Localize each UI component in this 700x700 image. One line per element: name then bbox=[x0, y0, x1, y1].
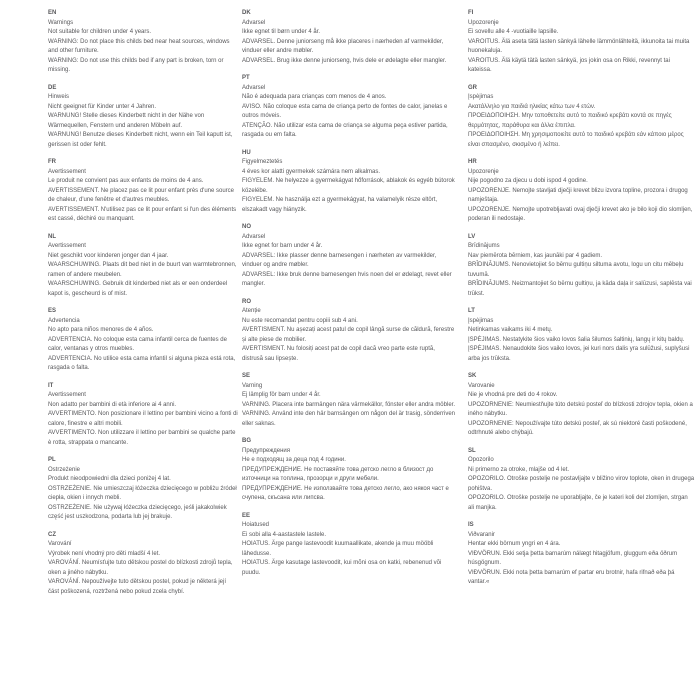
warning-line: OSTRZEŻENIE. Nie używaj łóżeczka dziecięcego, jeśli jakakolwiek część jest uszkodzona, podarta lub jej brakuje. bbox=[48, 504, 227, 520]
language-section-hr bbox=[468, 158, 695, 225]
warning-line: AVVERTIMENTO. Non utilizzare il lettino per bambini se qualche parte è rotta, strappata o mancante. bbox=[48, 430, 236, 446]
warning-line: Nav piemērota bērniem, kas jaunāki par 4 gadiem. bbox=[468, 252, 603, 259]
warning-line: VIÐVÖRUN. Ekki nota þetta barnarúm ef partar eru brotnir, hafa rifnað eða þá vantar.« bbox=[468, 569, 675, 585]
warning-line: 4 éves kor alatti gyermekek számára nem alkalmas. bbox=[242, 168, 381, 175]
warning-line: FIGYELEM. Ne használja ezt a gyermekágyat, ha valamelyik része eltört, elszakadt vagy hiányzik. bbox=[242, 197, 438, 213]
warning-line: WAARSCHUWING. Plaats dit bed niet in de buurt van warmtebronnen, ramen of andere meubelen. bbox=[48, 262, 237, 278]
warning-line: OPOZORILO. Otroške postelje ne uporabljajte, če je kateri koli del zlomljen, strgan ali manjka. bbox=[468, 495, 688, 511]
section-title: Avertissement bbox=[48, 392, 86, 398]
warning-line: VAROITUS. Älä aseta tätä lasten sänkyä lähelle lämmönlähteitä, ikkunoita tai muita huonekaluja. bbox=[468, 38, 690, 54]
language-code: IS bbox=[468, 522, 474, 528]
section-title: Advarsel bbox=[242, 233, 266, 240]
warning-line: Nu este recomandat pentru copiii sub 4 ani. bbox=[242, 317, 358, 324]
language-section-gr bbox=[468, 84, 695, 151]
warning-line: Hentar ekki börnum yngri en 4 ára. bbox=[468, 541, 561, 547]
language-section-sl bbox=[468, 447, 695, 514]
section-title: Įspėjimas bbox=[468, 94, 494, 100]
warning-line: Не е подходящ за деца под 4 години. bbox=[242, 457, 346, 463]
language-code: GR bbox=[468, 84, 477, 91]
language-section-pl bbox=[48, 456, 238, 523]
warning-line: Ακατάλληλο για παιδιά ηλικίας κάτω των 4 ετών. bbox=[468, 103, 596, 110]
language-section-cz bbox=[48, 531, 238, 598]
language-section-it bbox=[48, 382, 238, 449]
language-section-lv bbox=[468, 233, 695, 300]
warning-line: ADVERTENCIA. No coloque esta cama infantil cerca de fuentes de calor, ventanas y otros muebles. bbox=[48, 336, 227, 352]
language-section-nl bbox=[48, 233, 238, 300]
warning-line: ADVARSEL. Denne juniorseng må ikke placeres i nærheden af varmekilder, vinduer eller andre møbler. bbox=[242, 38, 444, 54]
language-code: HR bbox=[468, 159, 477, 165]
warning-line: FIGYELEM. Ne helyezze a gyermekágyat hőforrások, ablakok és egyéb bútorok közelébe. bbox=[242, 178, 455, 194]
warning-line: Não é adequada para crianças com menos de 4 anos. bbox=[242, 94, 387, 100]
language-section-en bbox=[48, 9, 238, 76]
section-title: Varning bbox=[242, 382, 263, 389]
section-title: Varovanie bbox=[468, 382, 495, 389]
warning-line: VAROITUS. Älä käytä tätä lasten sänkyä, jos jokin osa on Rikki, revennyt tai kateissa. bbox=[468, 57, 670, 73]
language-code: PT bbox=[242, 75, 250, 81]
language-section-ee bbox=[242, 512, 456, 579]
warning-line: OPOZORILO. Otroške postelje ne postavljajte v bližino virov toplote, oken in drugega pohištva. bbox=[468, 476, 695, 492]
section-title: Brīdinājums bbox=[468, 243, 500, 249]
language-code: CZ bbox=[48, 531, 56, 538]
language-code: ES bbox=[48, 308, 57, 314]
warning-line: ΠΡΟΕΙΔΟΠΟΙΗΣΗ. Μη χρησιμοποιείτε αυτό το παιδικό κρεβάτι εάν κάποιο μέρος είναι σπασμένο, σκισμένο ή λείπει. bbox=[468, 132, 684, 148]
warning-line: Nije pogodno za djecu u dobi ispod 4 godine. bbox=[468, 178, 588, 184]
language-code: DK bbox=[242, 10, 251, 16]
column-middle bbox=[242, 9, 456, 586]
section-title: Advarsel bbox=[242, 19, 266, 26]
language-section-is bbox=[468, 521, 695, 588]
warning-line: Ej lämplig för barn under 4 år. bbox=[242, 392, 321, 398]
warning-line: Niet geschikt voor kinderen jonger dan 4 jaar. bbox=[48, 252, 169, 259]
warning-line: ADVARSEL: Ikke plasser denne barnesengen i nærheten av varmekilder, vinduer og andre møbler. bbox=[242, 252, 437, 268]
warning-line: ПРЕДУПРЕЖДЕНИЕ. Не поставяйте това детско легло в близост до източници на топлина, прозорци и други мебели. bbox=[242, 466, 434, 482]
language-section-ro bbox=[242, 298, 456, 365]
language-code: BG bbox=[242, 438, 251, 444]
language-code: EE bbox=[242, 512, 251, 519]
warning-line: Ikke egnet for barn under 4 år. bbox=[242, 243, 323, 249]
warning-line: AVERTISSEMENT. N'utilisez pas ce lit pour enfant si l'un des éléments est cassé, déchiré ou manquant. bbox=[48, 206, 237, 222]
warning-line: WARNUNG! Stelle dieses Kinderbett nicht in der Nähe von Wärmequellen, Fenstern und anderen Möbeln auf. bbox=[48, 113, 205, 129]
warning-line: ĮSPĖJIMAS. Nestatykite šios vaiko lovos šalia šilumos šaltinių, langų ir kitų baldų. bbox=[468, 336, 685, 343]
language-section-sk bbox=[468, 372, 695, 439]
warning-line: VARNING. Placera inte barmängen nära värmekällor, fönster eller andra möbler. bbox=[242, 401, 455, 408]
warning-line: ĮSPĖJIMAS. Nenaudokite šios vaiko lovos, jei kuri nors dalis yra sulūžusi, suplyšusi arba jos trūksta. bbox=[468, 346, 690, 362]
section-title: Figyelmeztetés bbox=[242, 159, 283, 165]
section-title: Opozorilo bbox=[468, 457, 494, 463]
warning-line: WAARSCHUWING. Gebruik dit kinderbed niet als er een onderdeel kapot is, gescheurd is of mist. bbox=[48, 281, 228, 297]
language-code: SL bbox=[468, 447, 476, 454]
language-code: DE bbox=[48, 84, 57, 91]
section-title: Advertencia bbox=[48, 317, 80, 324]
language-section-es bbox=[48, 307, 238, 374]
language-code: EN bbox=[48, 10, 57, 16]
warning-line: Not suitable for children under 4 years. bbox=[48, 29, 152, 35]
section-title: Hoiatused bbox=[242, 522, 270, 528]
language-section-fr bbox=[48, 158, 238, 225]
warning-line: No apto para niños menores de 4 años. bbox=[48, 327, 154, 333]
warning-line: Netinkamas vaikams iki 4 metų. bbox=[468, 327, 553, 333]
warning-line: Nicht geeignet für Kinder unter 4 Jahren. bbox=[48, 103, 157, 110]
warning-line: VIÐVÖRUN. Ekki setja þetta barnarúm nálægt hitagjöfum, gluggum eða öðrum húsgögnum. bbox=[468, 550, 678, 566]
column-right bbox=[468, 9, 695, 596]
section-title: Avertissement bbox=[48, 243, 86, 249]
language-section-no bbox=[242, 223, 456, 290]
language-code: FI bbox=[468, 10, 474, 16]
section-title: Avertissement bbox=[48, 168, 86, 175]
warning-line: VARNING. Använd inte den här barnsängen om någon del är trasig, sönderriven eller saknas. bbox=[242, 411, 456, 427]
warning-line: UPOZORNENIE: Nepoužívajte túto detskú posteľ, ak sú niektoré časti poškodené, odtrhnuté alebo chýbajú. bbox=[468, 420, 687, 436]
warning-line: Ei sobi alla 4-aastastele lastele. bbox=[242, 531, 327, 538]
warning-line: WARNUNG! Benutze dieses Kinderbett nicht, wenn ein Teil kaputt ist, gerissen ist oder fehlt. bbox=[48, 132, 233, 148]
language-code: IT bbox=[48, 382, 54, 389]
section-title: Viðvaranir bbox=[468, 531, 495, 538]
warning-line: Ei sovellu alle 4 -vuotiaille lapsille. bbox=[468, 29, 559, 35]
warning-line: ADVARSEL. Brug ikke denne juniorseng, hvis dele er ødelagte eller mangler. bbox=[242, 57, 447, 64]
language-section-dk bbox=[242, 9, 456, 66]
language-code: SE bbox=[242, 373, 251, 379]
language-section-fi bbox=[468, 9, 695, 76]
warning-line: AVERTISMENT. Nu așezați acest patul de copil lângă surse de căldură, ferestre și alte piese de mobilier. bbox=[242, 327, 455, 343]
section-title: Ostrzeżenie bbox=[48, 466, 81, 473]
section-title: Atenție bbox=[242, 308, 261, 314]
column-left bbox=[48, 9, 238, 605]
warning-line: Ikke egnet til børn under 4 år. bbox=[242, 29, 321, 35]
warning-line: ADVARSEL: Ikke bruk denne barnesengen hvis noen del er ødelagt, revet eller mangler. bbox=[242, 271, 452, 287]
warning-line: ATENÇÃO. Não utilizar esta cama de criança se alguma peça estiver partida, rasgada ou em falta. bbox=[242, 122, 448, 138]
section-title: Предупреждения bbox=[242, 447, 290, 454]
language-code: PL bbox=[48, 457, 56, 463]
warning-line: WARNING: Do not place this childs bed near heat sources, windows and other furniture. bbox=[48, 38, 230, 54]
language-section-hu bbox=[242, 149, 456, 216]
section-title: Upozorenje bbox=[468, 168, 499, 175]
warning-line: OSTRZEŻENIE. Nie umieszczaj łóżeczka dziecięcego w pobliżu źródeł ciepła, okien i innych mebli. bbox=[48, 485, 237, 501]
language-section-se bbox=[242, 372, 456, 429]
warning-line: BRĪDINĀJUMS. Neizmantojiet šo bērnu gultiņu, ja kāda daļa ir salūzusi, saplēsta vai trūkst. bbox=[468, 281, 692, 297]
language-code: HU bbox=[242, 149, 251, 156]
warning-line: Výrobek není vhodný pro děti mladší 4 let. bbox=[48, 550, 161, 557]
language-code: LV bbox=[468, 233, 476, 240]
warning-line: AVERTISSEMENT. Ne placez pas ce lit pour enfant près d'une source de chaleur, d'une fenêtre et d'autres meubles. bbox=[48, 187, 235, 203]
warning-line: HOIATUS. Ärge kasutage lastevoodit, kui mõni osa on katki, rebenenud või puudu. bbox=[242, 560, 442, 576]
warning-line: ПРЕДУПРЕЖДЕНИЕ. Не използвайте това детско легло, ако някоя част е счупена, скъсана или липсва. bbox=[242, 485, 449, 501]
warning-line: HOIATUS. Ärge pange lastevoodit kuumaallikate, akende ja muu mööbli lähedusse. bbox=[242, 541, 434, 557]
warning-line: WARNING: Do not use this childs bed if any part is broken, torn or missing. bbox=[48, 57, 224, 73]
warning-line: Le produit ne convient pas aux enfants de moins de 4 ans. bbox=[48, 178, 204, 184]
warning-line: AVISO. Não coloque esta cama de criança perto de fontes de calor, janelas e outros móveis. bbox=[242, 103, 448, 119]
warning-line: Nie je vhodná pre deti do 4 rokov. bbox=[468, 392, 558, 398]
language-section-de bbox=[48, 84, 238, 151]
warning-line: VAROVÁNÍ. Neumísťujte tuto dětskou postel do blízkosti zdrojů tepla, oken a jiného nábytku. bbox=[48, 560, 233, 576]
language-section-bg bbox=[242, 437, 456, 504]
warning-line: UPOZORENJE. Nemojte stavljati dječji krevet blizu izvora topline, prozora i drugog namještaja. bbox=[468, 187, 688, 203]
section-title: Upozorenje bbox=[468, 19, 499, 26]
language-code: LT bbox=[468, 308, 475, 314]
language-code: FR bbox=[48, 159, 56, 165]
section-title: Advarsel bbox=[242, 84, 266, 91]
section-title: Warnings bbox=[48, 19, 74, 26]
language-code: SK bbox=[468, 373, 477, 379]
warning-line: UPOZORNENIE: Neumiestňujte túto detskú posteľ do blízkosti zdrojov tepla, okien a iného nábytku. bbox=[468, 401, 693, 417]
section-title: Įspėjimas bbox=[468, 317, 494, 324]
warning-line: UPOZORENJE. Nemojte upotrebljavati ovaj dječji krevet ako je bilo koji dio slomljen, poderan ili nedostaje. bbox=[468, 206, 693, 222]
warning-line: Non adatto per bambini di età inferiore ai 4 anni. bbox=[48, 401, 177, 408]
language-code: RO bbox=[242, 298, 251, 305]
section-title: Hinweis bbox=[48, 94, 70, 100]
section-title: Varování bbox=[48, 541, 72, 547]
warning-line: ΠΡΟΕΙΔΟΠΟΙΗΣΗ. Μην τοποθετείτε αυτό το παιδικό κρεβάτι κοντά σε πηγές θερμότητας, παράθυρα και άλλα έπιπλα. bbox=[468, 113, 672, 129]
language-section-lt bbox=[468, 307, 695, 364]
warning-line: BRĪDINĀJUMS. Nenovietojiet šo bērnu gultiņu siltuma avotu, logu un citu mēbeļu tuvumā. bbox=[468, 262, 684, 278]
language-code: NL bbox=[48, 233, 56, 240]
warning-line: ADVERTENCIA. No utilice esta cama infantil si alguna pieza está rota, rasgada o falta. bbox=[48, 355, 236, 371]
warning-line: AVVERTIMENTO. Non posizionare il lettino per bambini vicino a fonti di calore, finestre e altri mobili. bbox=[48, 411, 238, 427]
warning-line: VAROVÁNÍ. Nepoužívejte tuto dětskou postel, pokud je některá její část poškozená, roztržená nebo pokud zcela chybí. bbox=[48, 579, 226, 595]
warning-line: Ni primerno za otroke, mlajše od 4 let. bbox=[468, 466, 570, 473]
warning-line: AVERTISMENT. Nu folosiți acest pat de copil dacă vreo parte este ruptă, distrusă sau lipsește. bbox=[242, 346, 435, 362]
warning-line: Produkt nieodpowiedni dla dzieci poniżej 4 lat. bbox=[48, 476, 171, 482]
language-code: NO bbox=[242, 224, 251, 230]
language-section-pt bbox=[242, 74, 456, 141]
